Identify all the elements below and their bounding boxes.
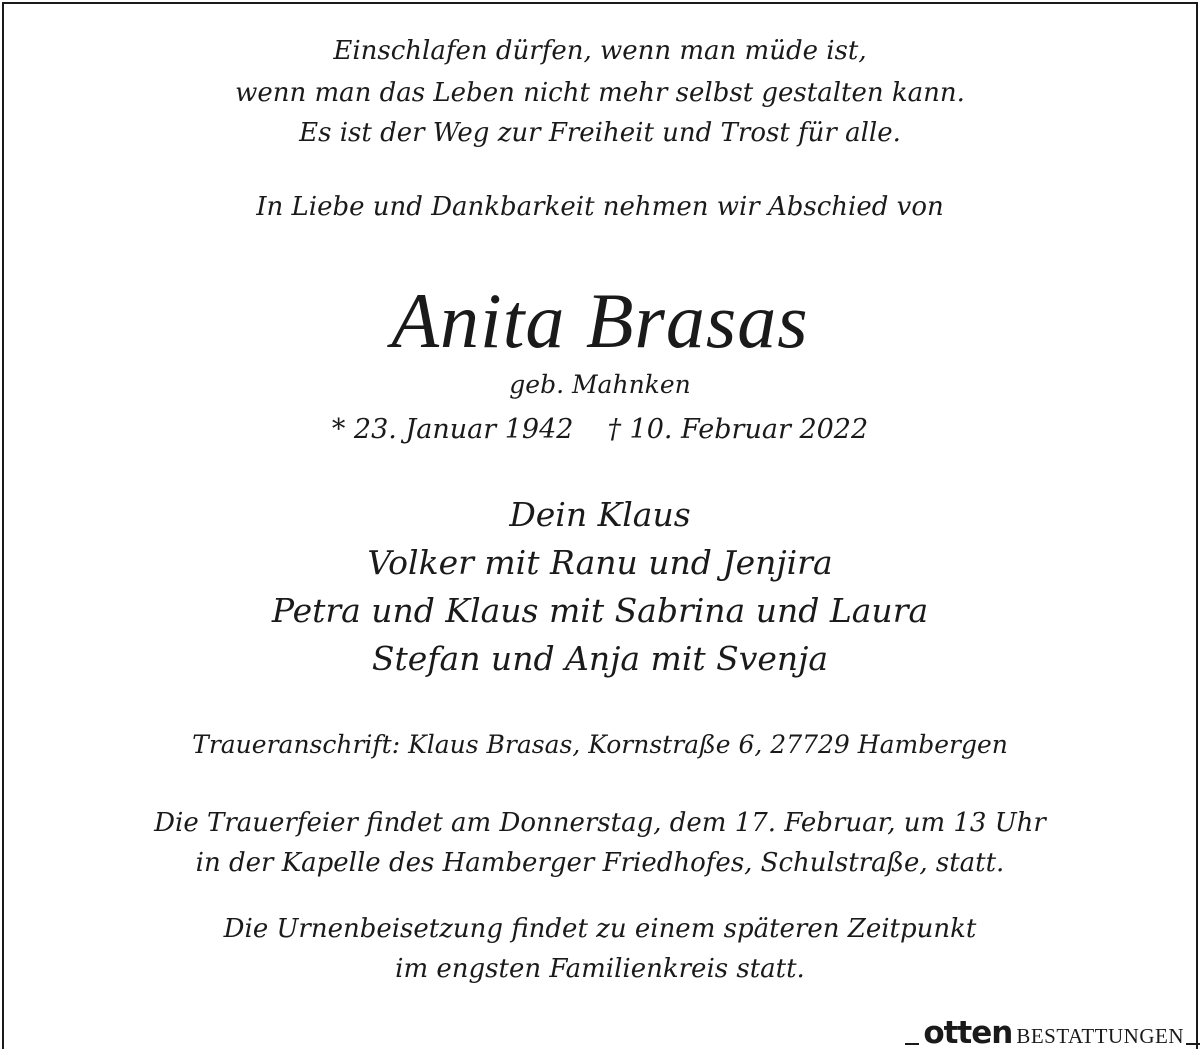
mourner-2: Volker mit Ranu und Jenjira: [367, 543, 833, 582]
undertaker-logo: [905, 1017, 1200, 1051]
mourner-4: Stefan und Anja mit Svenja: [371, 639, 829, 678]
deceased-name: Anita Brasas: [391, 277, 809, 364]
birth-date: * 23. Januar 1942: [331, 414, 574, 445]
poem-line-2: wenn man das Leben nicht mehr selbst gestalten kann.: [235, 78, 965, 108]
service-line-2: in der Kapelle des Hamberger Friedhofes, Schulstraße, statt.: [195, 848, 1005, 878]
intro-text: In Liebe und Dankbarkeit nehmen wir Abschied von: [256, 192, 944, 222]
logo-rule-right: [1186, 1043, 1200, 1045]
mourning-address: Traueranschrift: Klaus Brasas, Kornstraße 6, 27729 Hambergen: [192, 730, 1008, 759]
mourner-3: Petra und Klaus mit Sabrina und Laura: [271, 591, 929, 630]
undertaker-label: BESTATTUNGEN: [1016, 1024, 1184, 1048]
life-dates: [0, 416, 1200, 443]
mourner-1: Dein Klaus: [509, 495, 691, 534]
burial-line-2: im engsten Familienkreis statt.: [395, 954, 805, 984]
poem-line-1: Einschlafen dürfen, wenn man müde ist,: [333, 36, 867, 66]
poem-line-3: Es ist der Weg zur Freiheit und Trost für alle.: [299, 118, 901, 148]
maiden-name: geb. Mahnken: [509, 370, 691, 399]
undertaker-logo-mark: otten: [923, 1015, 1013, 1051]
burial-line-1: Die Urnenbeisetzung findet zu einem späteren Zeitpunkt: [223, 914, 977, 944]
death-date: † 10. Februar 2022: [607, 414, 869, 445]
service-line-1: Die Trauerfeier findet am Donnerstag, dem 17. Februar, um 13 Uhr: [154, 808, 1046, 838]
logo-rule-left: [905, 1043, 919, 1045]
